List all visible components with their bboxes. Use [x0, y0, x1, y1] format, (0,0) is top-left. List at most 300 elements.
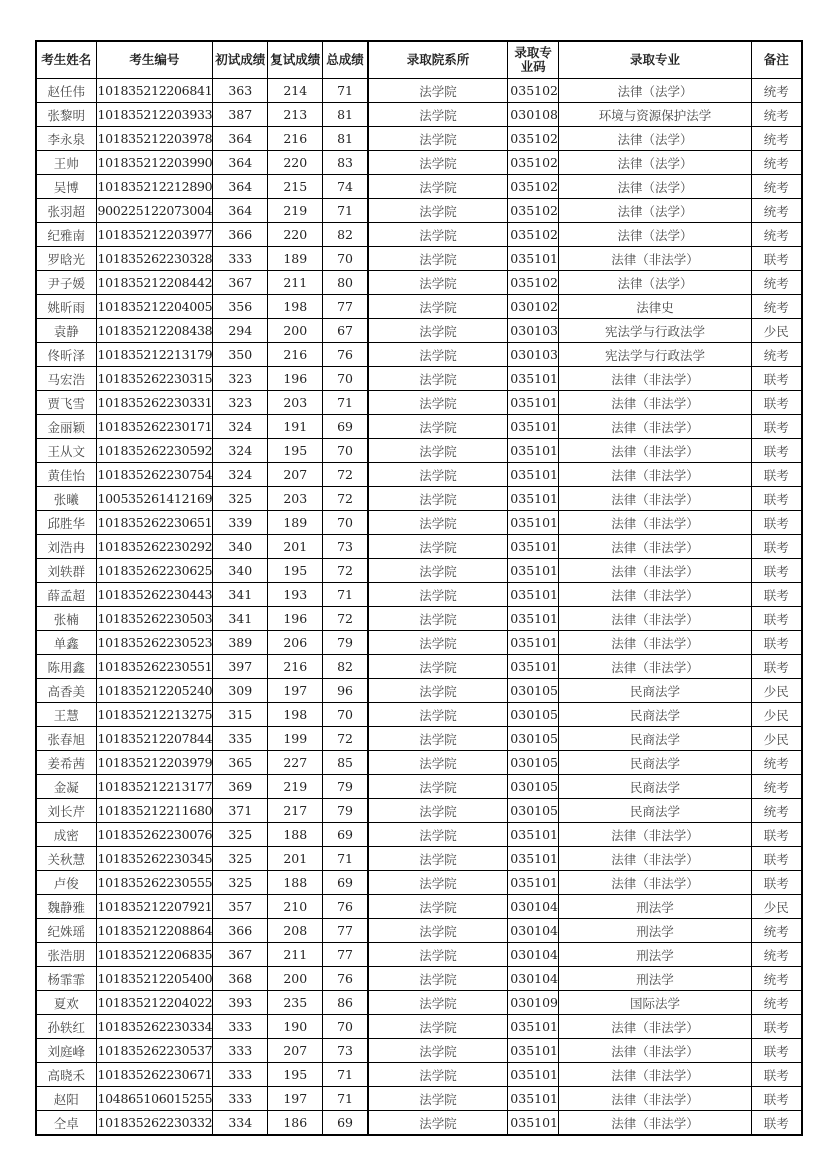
- cell-name: 李永泉: [36, 127, 96, 151]
- cell-college: 法学院: [368, 751, 508, 775]
- cell-college: 法学院: [368, 295, 508, 319]
- table-row: [36, 991, 802, 1015]
- cell-major-code: 035101: [508, 559, 559, 583]
- cell-total-score: 76: [323, 967, 368, 991]
- cell-major-code: 030108: [508, 103, 559, 127]
- cell-college: 法学院: [368, 1015, 508, 1039]
- cell-id: 101835262230315: [96, 367, 213, 391]
- cell-id: 101835262230625: [96, 559, 213, 583]
- cell-major: 刑法学: [559, 967, 752, 991]
- cell-total-score: 86: [323, 991, 368, 1015]
- cell-total-score: 71: [323, 1063, 368, 1087]
- cell-college: 法学院: [368, 895, 508, 919]
- cell-id: 104865106015255: [96, 1087, 213, 1111]
- cell-total-score: 79: [323, 631, 368, 655]
- cell-retest-score: 203: [268, 391, 323, 415]
- cell-retest-score: 206: [268, 631, 323, 655]
- cell-name: 尹子媛: [36, 271, 96, 295]
- cell-major: 民商法学: [559, 751, 752, 775]
- cell-initial-score: 341: [213, 583, 268, 607]
- cell-initial-score: 325: [213, 871, 268, 895]
- cell-note: 统考: [752, 223, 802, 247]
- cell-note: 统考: [752, 127, 802, 151]
- cell-major: 刑法学: [559, 895, 752, 919]
- cell-id: 101835262230551: [96, 655, 213, 679]
- cell-major-code: 035101: [508, 655, 559, 679]
- cell-college: 法学院: [368, 871, 508, 895]
- cell-id: 900225122073004: [96, 199, 213, 223]
- cell-name: 张浩朋: [36, 943, 96, 967]
- cell-name: 刘长芹: [36, 799, 96, 823]
- cell-total-score: 83: [323, 151, 368, 175]
- cell-major: 法律（非法学）: [559, 1087, 752, 1111]
- cell-college: 法学院: [368, 1111, 508, 1136]
- cell-total-score: 69: [323, 415, 368, 439]
- cell-retest-score: 235: [268, 991, 323, 1015]
- cell-initial-score: 324: [213, 463, 268, 487]
- cell-id: 101835212213177: [96, 775, 213, 799]
- cell-id: 101835212213179: [96, 343, 213, 367]
- cell-initial-score: 371: [213, 799, 268, 823]
- cell-retest-score: 214: [268, 79, 323, 103]
- cell-initial-score: 389: [213, 631, 268, 655]
- cell-name: 贾飞雪: [36, 391, 96, 415]
- table-row: [36, 391, 802, 415]
- cell-note: 联考: [752, 439, 802, 463]
- cell-name: 孙轶红: [36, 1015, 96, 1039]
- cell-note: 统考: [752, 271, 802, 295]
- header-note: 备注: [752, 41, 802, 79]
- cell-note: 统考: [752, 79, 802, 103]
- cell-major: 国际法学: [559, 991, 752, 1015]
- cell-initial-score: 294: [213, 319, 268, 343]
- cell-college: 法学院: [368, 967, 508, 991]
- cell-retest-score: 203: [268, 487, 323, 511]
- cell-college: 法学院: [368, 631, 508, 655]
- cell-college: 法学院: [368, 1063, 508, 1087]
- cell-name: 刘浩冉: [36, 535, 96, 559]
- cell-initial-score: 367: [213, 271, 268, 295]
- table-row: [36, 1111, 802, 1136]
- header-major-code: 录取专业码: [508, 41, 559, 79]
- cell-id: 101835212208438: [96, 319, 213, 343]
- header-row: [36, 41, 802, 79]
- cell-college: 法学院: [368, 199, 508, 223]
- cell-id: 101835212207844: [96, 727, 213, 751]
- cell-note: 统考: [752, 175, 802, 199]
- cell-note: 统考: [752, 919, 802, 943]
- table-row: [36, 583, 802, 607]
- cell-retest-score: 220: [268, 151, 323, 175]
- cell-id: 101835262230328: [96, 247, 213, 271]
- cell-name: 马宏浩: [36, 367, 96, 391]
- cell-name: 成密: [36, 823, 96, 847]
- cell-total-score: 71: [323, 583, 368, 607]
- cell-id: 101835212204005: [96, 295, 213, 319]
- table-row: [36, 943, 802, 967]
- cell-name: 邱胜华: [36, 511, 96, 535]
- table-row: [36, 775, 802, 799]
- cell-note: 统考: [752, 103, 802, 127]
- cell-id: 101835212203979: [96, 751, 213, 775]
- header-id: 考生编号: [96, 41, 213, 79]
- cell-retest-score: 211: [268, 943, 323, 967]
- cell-note: 联考: [752, 559, 802, 583]
- cell-total-score: 71: [323, 847, 368, 871]
- cell-major-code: 030105: [508, 775, 559, 799]
- cell-total-score: 71: [323, 391, 368, 415]
- table-row: [36, 271, 802, 295]
- cell-total-score: 85: [323, 751, 368, 775]
- cell-note: 联考: [752, 367, 802, 391]
- cell-college: 法学院: [368, 703, 508, 727]
- cell-note: 联考: [752, 1111, 802, 1136]
- cell-major-code: 035101: [508, 847, 559, 871]
- cell-college: 法学院: [368, 655, 508, 679]
- cell-name: 夏欢: [36, 991, 96, 1015]
- cell-major-code: 035101: [508, 367, 559, 391]
- table-row: [36, 535, 802, 559]
- cell-total-score: 79: [323, 799, 368, 823]
- cell-name: 姜希茜: [36, 751, 96, 775]
- cell-name: 魏静雅: [36, 895, 96, 919]
- cell-retest-score: 195: [268, 559, 323, 583]
- table-row: [36, 1039, 802, 1063]
- cell-retest-score: 198: [268, 295, 323, 319]
- cell-retest-score: 213: [268, 103, 323, 127]
- cell-retest-score: 191: [268, 415, 323, 439]
- table-row: [36, 631, 802, 655]
- cell-total-score: 77: [323, 919, 368, 943]
- cell-retest-score: 199: [268, 727, 323, 751]
- cell-initial-score: 368: [213, 967, 268, 991]
- cell-major: 宪法学与行政法学: [559, 343, 752, 367]
- cell-major-code: 030102: [508, 295, 559, 319]
- cell-college: 法学院: [368, 1087, 508, 1111]
- cell-retest-score: 201: [268, 535, 323, 559]
- cell-total-score: 70: [323, 247, 368, 271]
- table-row: [36, 127, 802, 151]
- cell-id: 101835262230076: [96, 823, 213, 847]
- cell-id: 101835262230334: [96, 1015, 213, 1039]
- table-row: [36, 1087, 802, 1111]
- cell-note: 联考: [752, 487, 802, 511]
- cell-major-code: 030105: [508, 799, 559, 823]
- cell-major: 法律（非法学）: [559, 415, 752, 439]
- cell-note: 联考: [752, 1063, 802, 1087]
- table-row: [36, 1063, 802, 1087]
- header-initial-score: 初试成绩: [213, 41, 268, 79]
- cell-total-score: 82: [323, 223, 368, 247]
- cell-initial-score: 365: [213, 751, 268, 775]
- cell-major: 法律（非法学）: [559, 487, 752, 511]
- table-row: [36, 319, 802, 343]
- cell-college: 法学院: [368, 175, 508, 199]
- cell-name: 张曦: [36, 487, 96, 511]
- cell-retest-score: 219: [268, 775, 323, 799]
- cell-note: 联考: [752, 823, 802, 847]
- cell-major-code: 035101: [508, 1015, 559, 1039]
- cell-id: 101835212203977: [96, 223, 213, 247]
- cell-major-code: 035102: [508, 271, 559, 295]
- cell-name: 张羽超: [36, 199, 96, 223]
- cell-id: 101835212203990: [96, 151, 213, 175]
- cell-retest-score: 193: [268, 583, 323, 607]
- cell-id: 101835262230523: [96, 631, 213, 655]
- cell-major: 法律（非法学）: [559, 559, 752, 583]
- cell-note: 联考: [752, 247, 802, 271]
- cell-id: 101835212208864: [96, 919, 213, 943]
- cell-id: 101835262230754: [96, 463, 213, 487]
- cell-id: 101835212207921: [96, 895, 213, 919]
- cell-note: 少民: [752, 703, 802, 727]
- cell-retest-score: 189: [268, 511, 323, 535]
- header-retest-score: 复试成绩: [268, 41, 323, 79]
- cell-major-code: 035101: [508, 631, 559, 655]
- cell-total-score: 96: [323, 679, 368, 703]
- table-row: [36, 703, 802, 727]
- cell-college: 法学院: [368, 775, 508, 799]
- cell-name: 罗晗光: [36, 247, 96, 271]
- cell-name: 佟昕泽: [36, 343, 96, 367]
- cell-id: 101835262230671: [96, 1063, 213, 1087]
- cell-college: 法学院: [368, 415, 508, 439]
- cell-college: 法学院: [368, 319, 508, 343]
- header-college: 录取院系所: [368, 41, 508, 79]
- cell-id: 101835212203978: [96, 127, 213, 151]
- table-row: [36, 247, 802, 271]
- cell-total-score: 76: [323, 895, 368, 919]
- cell-name: 王从文: [36, 439, 96, 463]
- cell-retest-score: 216: [268, 343, 323, 367]
- cell-retest-score: 197: [268, 679, 323, 703]
- table-row: [36, 223, 802, 247]
- cell-major-code: 035101: [508, 439, 559, 463]
- cell-major-code: 035102: [508, 79, 559, 103]
- cell-retest-score: 200: [268, 967, 323, 991]
- cell-note: 联考: [752, 583, 802, 607]
- cell-initial-score: 357: [213, 895, 268, 919]
- table-row: [36, 415, 802, 439]
- cell-note: 联考: [752, 535, 802, 559]
- cell-note: 联考: [752, 1015, 802, 1039]
- cell-name: 杨霏霏: [36, 967, 96, 991]
- cell-retest-score: 219: [268, 199, 323, 223]
- cell-major-code: 035101: [508, 391, 559, 415]
- cell-retest-score: 186: [268, 1111, 323, 1136]
- cell-name: 纪姝瑶: [36, 919, 96, 943]
- cell-retest-score: 188: [268, 871, 323, 895]
- table-row: [36, 871, 802, 895]
- cell-note: 联考: [752, 511, 802, 535]
- cell-initial-score: 333: [213, 247, 268, 271]
- cell-major-code: 035101: [508, 583, 559, 607]
- cell-retest-score: 196: [268, 367, 323, 391]
- cell-major-code: 030103: [508, 319, 559, 343]
- cell-major: 法律（非法学）: [559, 511, 752, 535]
- cell-total-score: 71: [323, 79, 368, 103]
- cell-id: 101835212208442: [96, 271, 213, 295]
- cell-college: 法学院: [368, 679, 508, 703]
- cell-name: 黄佳怡: [36, 463, 96, 487]
- cell-note: 统考: [752, 967, 802, 991]
- table-row: [36, 799, 802, 823]
- cell-id: 101835262230537: [96, 1039, 213, 1063]
- cell-note: 联考: [752, 391, 802, 415]
- cell-major: 法律（非法学）: [559, 823, 752, 847]
- cell-note: 联考: [752, 463, 802, 487]
- cell-major: 法律（非法学）: [559, 631, 752, 655]
- cell-retest-score: 215: [268, 175, 323, 199]
- cell-name: 单鑫: [36, 631, 96, 655]
- cell-retest-score: 190: [268, 1015, 323, 1039]
- cell-name: 张黎明: [36, 103, 96, 127]
- cell-name: 刘庭峰: [36, 1039, 96, 1063]
- cell-total-score: 70: [323, 703, 368, 727]
- cell-major-code: 035102: [508, 127, 559, 151]
- cell-name: 卢俊: [36, 871, 96, 895]
- table-row: [36, 439, 802, 463]
- cell-retest-score: 207: [268, 463, 323, 487]
- cell-note: 统考: [752, 151, 802, 175]
- cell-college: 法学院: [368, 511, 508, 535]
- cell-initial-score: 387: [213, 103, 268, 127]
- cell-major-code: 035101: [508, 487, 559, 511]
- cell-initial-score: 366: [213, 919, 268, 943]
- cell-note: 联考: [752, 415, 802, 439]
- cell-total-score: 79: [323, 775, 368, 799]
- cell-initial-score: 364: [213, 127, 268, 151]
- cell-initial-score: 364: [213, 175, 268, 199]
- cell-total-score: 80: [323, 271, 368, 295]
- cell-retest-score: 198: [268, 703, 323, 727]
- cell-college: 法学院: [368, 439, 508, 463]
- cell-total-score: 70: [323, 1015, 368, 1039]
- cell-id: 101835262230171: [96, 415, 213, 439]
- cell-id: 100535261412169: [96, 487, 213, 511]
- cell-initial-score: 340: [213, 559, 268, 583]
- cell-note: 统考: [752, 943, 802, 967]
- cell-name: 高香美: [36, 679, 96, 703]
- table-row: [36, 151, 802, 175]
- cell-name: 姚昕雨: [36, 295, 96, 319]
- cell-major: 环境与资源保护法学: [559, 103, 752, 127]
- cell-major: 法律（非法学）: [559, 535, 752, 559]
- cell-major: 宪法学与行政法学: [559, 319, 752, 343]
- cell-total-score: 67: [323, 319, 368, 343]
- cell-college: 法学院: [368, 391, 508, 415]
- cell-total-score: 72: [323, 727, 368, 751]
- cell-initial-score: 393: [213, 991, 268, 1015]
- cell-name: 张楠: [36, 607, 96, 631]
- cell-initial-score: 335: [213, 727, 268, 751]
- cell-major: 法律（法学）: [559, 151, 752, 175]
- cell-retest-score: 227: [268, 751, 323, 775]
- cell-major: 法律（非法学）: [559, 247, 752, 271]
- cell-retest-score: 220: [268, 223, 323, 247]
- cell-retest-score: 201: [268, 847, 323, 871]
- header-name: 考生姓名: [36, 41, 96, 79]
- cell-total-score: 69: [323, 823, 368, 847]
- cell-major-code: 035102: [508, 223, 559, 247]
- cell-major-code: 030104: [508, 943, 559, 967]
- cell-total-score: 70: [323, 511, 368, 535]
- cell-major-code: 035102: [508, 151, 559, 175]
- cell-total-score: 72: [323, 607, 368, 631]
- cell-retest-score: 216: [268, 655, 323, 679]
- cell-college: 法学院: [368, 271, 508, 295]
- cell-id: 101835212205400: [96, 967, 213, 991]
- cell-retest-score: 196: [268, 607, 323, 631]
- cell-major-code: 030105: [508, 727, 559, 751]
- cell-major: 法律（法学）: [559, 79, 752, 103]
- cell-major: 法律（非法学）: [559, 1039, 752, 1063]
- cell-name: 金丽颖: [36, 415, 96, 439]
- cell-college: 法学院: [368, 943, 508, 967]
- table-row: [36, 343, 802, 367]
- cell-note: 统考: [752, 799, 802, 823]
- cell-name: 刘轶群: [36, 559, 96, 583]
- cell-retest-score: 208: [268, 919, 323, 943]
- cell-initial-score: 325: [213, 487, 268, 511]
- cell-major: 法律（非法学）: [559, 1063, 752, 1087]
- cell-name: 袁静: [36, 319, 96, 343]
- cell-id: 101835212204022: [96, 991, 213, 1015]
- cell-major: 刑法学: [559, 943, 752, 967]
- cell-major-code: 035101: [508, 1111, 559, 1136]
- cell-id: 101835212212890: [96, 175, 213, 199]
- cell-college: 法学院: [368, 343, 508, 367]
- cell-initial-score: 323: [213, 391, 268, 415]
- cell-college: 法学院: [368, 559, 508, 583]
- cell-major-code: 035101: [508, 247, 559, 271]
- cell-initial-score: 364: [213, 199, 268, 223]
- cell-major: 法律（非法学）: [559, 1015, 752, 1039]
- cell-retest-score: 195: [268, 1063, 323, 1087]
- cell-initial-score: 325: [213, 823, 268, 847]
- cell-initial-score: 363: [213, 79, 268, 103]
- cell-note: 少民: [752, 895, 802, 919]
- cell-major: 民商法学: [559, 703, 752, 727]
- cell-id: 101835212203933: [96, 103, 213, 127]
- cell-note: 联考: [752, 631, 802, 655]
- cell-initial-score: 397: [213, 655, 268, 679]
- cell-major: 刑法学: [559, 919, 752, 943]
- cell-name: 王帅: [36, 151, 96, 175]
- cell-major-code: 035101: [508, 1087, 559, 1111]
- cell-name: 陈用鑫: [36, 655, 96, 679]
- table-row: [36, 895, 802, 919]
- table-row: [36, 655, 802, 679]
- table-row: [36, 919, 802, 943]
- cell-name: 关秋慧: [36, 847, 96, 871]
- cell-name: 张春旭: [36, 727, 96, 751]
- table-row: [36, 463, 802, 487]
- cell-id: 101835212206835: [96, 943, 213, 967]
- cell-total-score: 74: [323, 175, 368, 199]
- cell-major-code: 030105: [508, 679, 559, 703]
- cell-retest-score: 200: [268, 319, 323, 343]
- cell-major-code: 030104: [508, 919, 559, 943]
- cell-id: 101835262230443: [96, 583, 213, 607]
- cell-name: 薛孟超: [36, 583, 96, 607]
- table-row: [36, 487, 802, 511]
- cell-college: 法学院: [368, 1039, 508, 1063]
- cell-name: 赵阳: [36, 1087, 96, 1111]
- cell-initial-score: 334: [213, 1111, 268, 1136]
- cell-name: 高晓禾: [36, 1063, 96, 1087]
- cell-major: 法律（非法学）: [559, 439, 752, 463]
